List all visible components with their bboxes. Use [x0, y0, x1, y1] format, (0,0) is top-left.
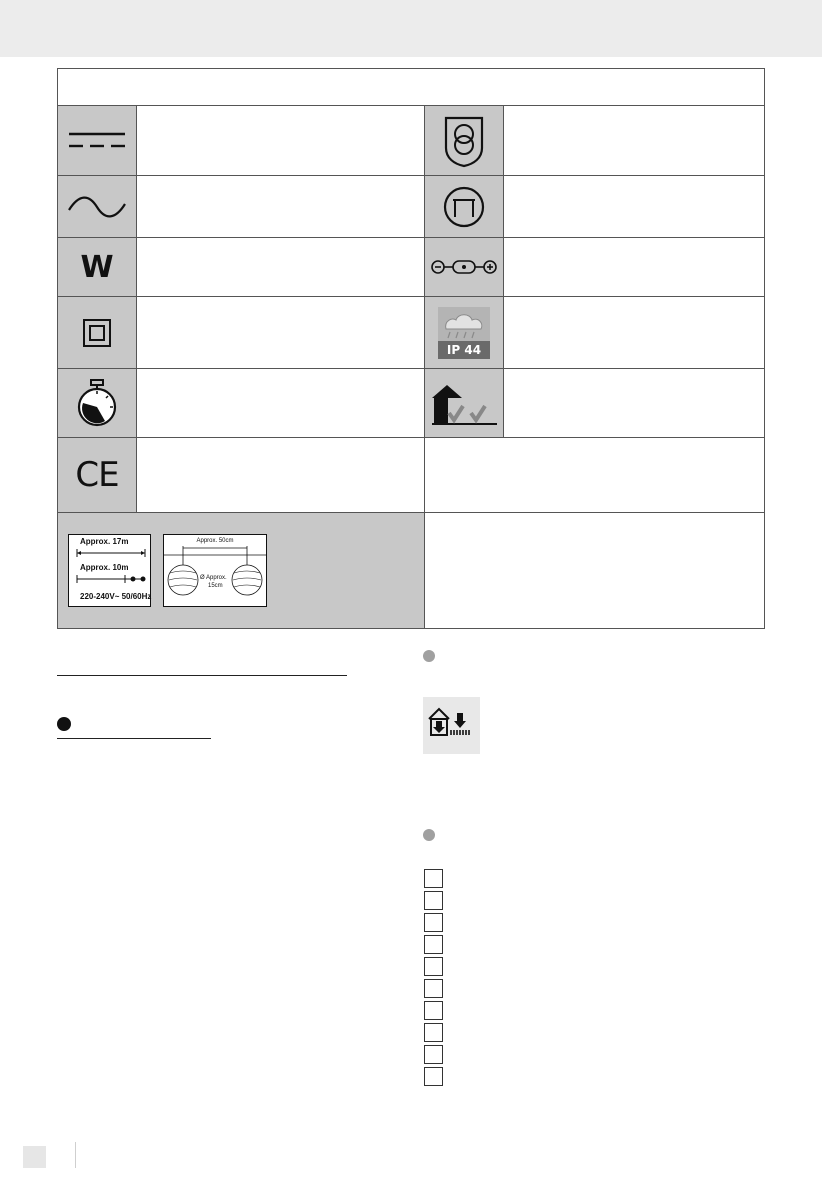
list-item-box	[424, 935, 443, 954]
table-row-divider	[58, 368, 764, 369]
diameter-value: 15cm	[208, 583, 223, 589]
table-row-divider	[58, 296, 764, 297]
table-row-divider	[58, 175, 764, 176]
list-item-box	[424, 979, 443, 998]
table-row-divider	[58, 437, 764, 438]
ip44-label: IP 44	[446, 343, 482, 357]
independent-transformer-icon	[425, 176, 503, 237]
diameter-label: Ø Approx.	[200, 575, 227, 581]
header-band	[0, 0, 822, 57]
spacing-label: Approx. 50cm	[196, 538, 234, 544]
list-item-box	[424, 913, 443, 932]
polarity-icon	[425, 238, 503, 296]
table-col-divider	[503, 105, 504, 437]
watt-glyph: W	[80, 249, 114, 285]
subheading-rule	[57, 738, 211, 739]
footer-divider	[75, 1142, 76, 1168]
house-arrows-icon	[423, 697, 480, 754]
table-row-divider	[58, 105, 764, 106]
page-number-box	[23, 1146, 46, 1168]
list-item-box	[424, 1045, 443, 1064]
table-row-divider	[58, 237, 764, 238]
list-item-box	[424, 1067, 443, 1086]
list-item-box	[424, 1023, 443, 1042]
alternating-current-icon	[58, 176, 136, 237]
ce-glyph: CE	[75, 455, 119, 495]
watt-icon	[58, 238, 136, 296]
list-item-box	[424, 869, 443, 888]
length-figure	[68, 534, 151, 607]
black-bullet-icon	[57, 717, 71, 731]
length-total-label: Approx. 17m	[80, 537, 129, 546]
timer-icon	[58, 369, 136, 437]
voltage-label: 220-240V~ 50/60Hz	[80, 592, 152, 601]
ip44-icon	[425, 297, 503, 368]
ce-mark-icon	[58, 438, 136, 512]
grey-bullet-icon	[423, 829, 435, 841]
symbols-table	[57, 68, 765, 629]
spacing-figure	[163, 534, 267, 607]
direct-current-icon	[58, 106, 136, 175]
list-item-box	[424, 891, 443, 910]
indoor-outdoor-icon	[425, 369, 503, 437]
safety-transformer-icon	[425, 106, 503, 175]
list-item-box	[424, 1001, 443, 1020]
length-lead-label: Approx. 10m	[80, 563, 129, 572]
table-col-divider	[136, 105, 137, 512]
grey-bullet-icon	[423, 650, 435, 662]
section-heading-rule	[57, 675, 347, 676]
protection-class-ii-icon	[58, 297, 136, 368]
dimensions-figure	[58, 513, 424, 628]
list-item-box	[424, 957, 443, 976]
